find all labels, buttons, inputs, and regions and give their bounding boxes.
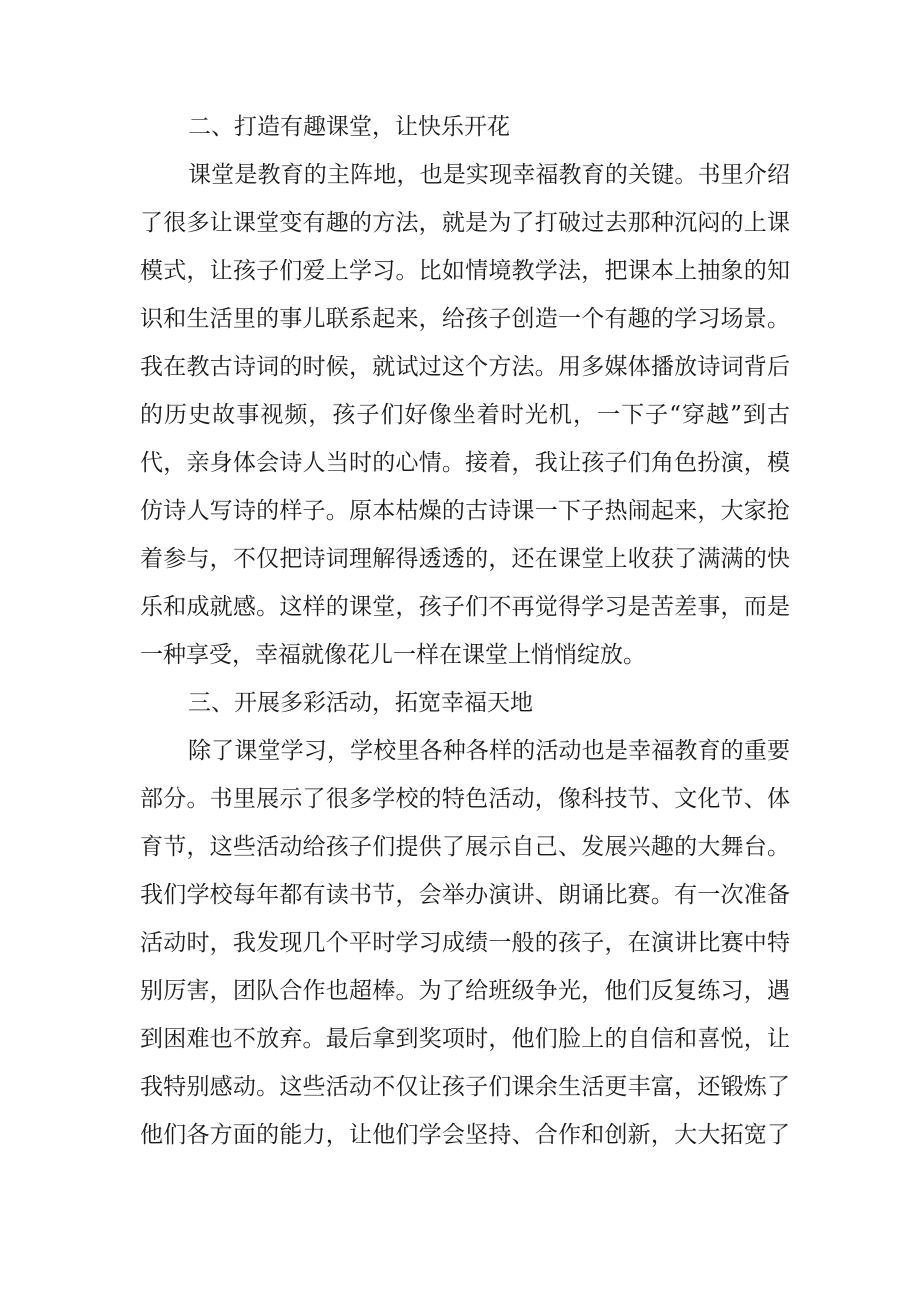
paragraph-line: 的历史故事视频，孩子们好像坐着时光机，一下子“穿越”到古 (140, 402, 790, 428)
paragraph-line: 乐和成就感。这样的课堂，孩子们不再觉得学习是苦差事，而是 (140, 594, 790, 620)
paragraph-line: 部分。书里展示了很多学校的特色活动，像科技节、文化节、体 (140, 786, 790, 812)
paragraph-line: 他们各方面的能力，让他们学会坚持、合作和创新，大大拓宽了 (140, 1122, 790, 1148)
paragraph-line: 仿诗人写诗的样子。原本枯燥的古诗课一下子热闹起来，大家抢 (140, 498, 790, 524)
paragraph-line: 课堂是教育的主阵地，也是实现幸福教育的关键。书里介绍 (188, 162, 790, 188)
paragraph-line: 模式，让孩子们爱上学习。比如情境教学法，把课本上抽象的知 (140, 258, 790, 284)
paragraph-line: 识和生活里的事儿联系起来，给孩子创造一个有趣的学习场景。 (140, 306, 790, 332)
paragraph-line: 除了课堂学习，学校里各种各样的活动也是幸福教育的重要 (188, 738, 790, 764)
paragraph-line: 到困难也不放弃。最后拿到奖项时，他们脸上的自信和喜悦，让 (140, 1026, 790, 1052)
paragraph-line: 育节，这些活动给孩子们提供了展示自己、发展兴趣的大舞台。 (140, 834, 790, 860)
paragraph-line: 我在教古诗词的时候，就试过这个方法。用多媒体播放诗词背后 (140, 354, 790, 380)
paragraph-line: 着参与，不仅把诗词理解得透透的，还在课堂上收获了满满的快 (140, 546, 790, 572)
paragraph-line: 别厉害，团队合作也超棒。为了给班级争光，他们反复练习，遇 (140, 978, 790, 1004)
section-heading: 二、打造有趣课堂，让快乐开花 (188, 114, 510, 140)
section-heading: 三、开展多彩活动，拓宽幸福天地 (188, 690, 533, 716)
paragraph-line: 我们学校每年都有读书节，会举办演讲、朗诵比赛。有一次准备 (140, 882, 790, 908)
paragraph-line: 代，亲身体会诗人当时的心情。接着，我让孩子们角色扮演，模 (140, 450, 790, 476)
paragraph-line: 活动时，我发现几个平时学习成绩一般的孩子，在演讲比赛中特 (140, 930, 790, 956)
paragraph-line: 我特别感动。这些活动不仅让孩子们课余生活更丰富，还锻炼了 (140, 1074, 790, 1100)
paragraph-line: 一种享受，幸福就像花儿一样在课堂上悄悄绽放。 (140, 642, 646, 668)
paragraph-line: 了很多让课堂变有趣的方法，就是为了打破过去那种沉闷的上课 (140, 210, 790, 236)
